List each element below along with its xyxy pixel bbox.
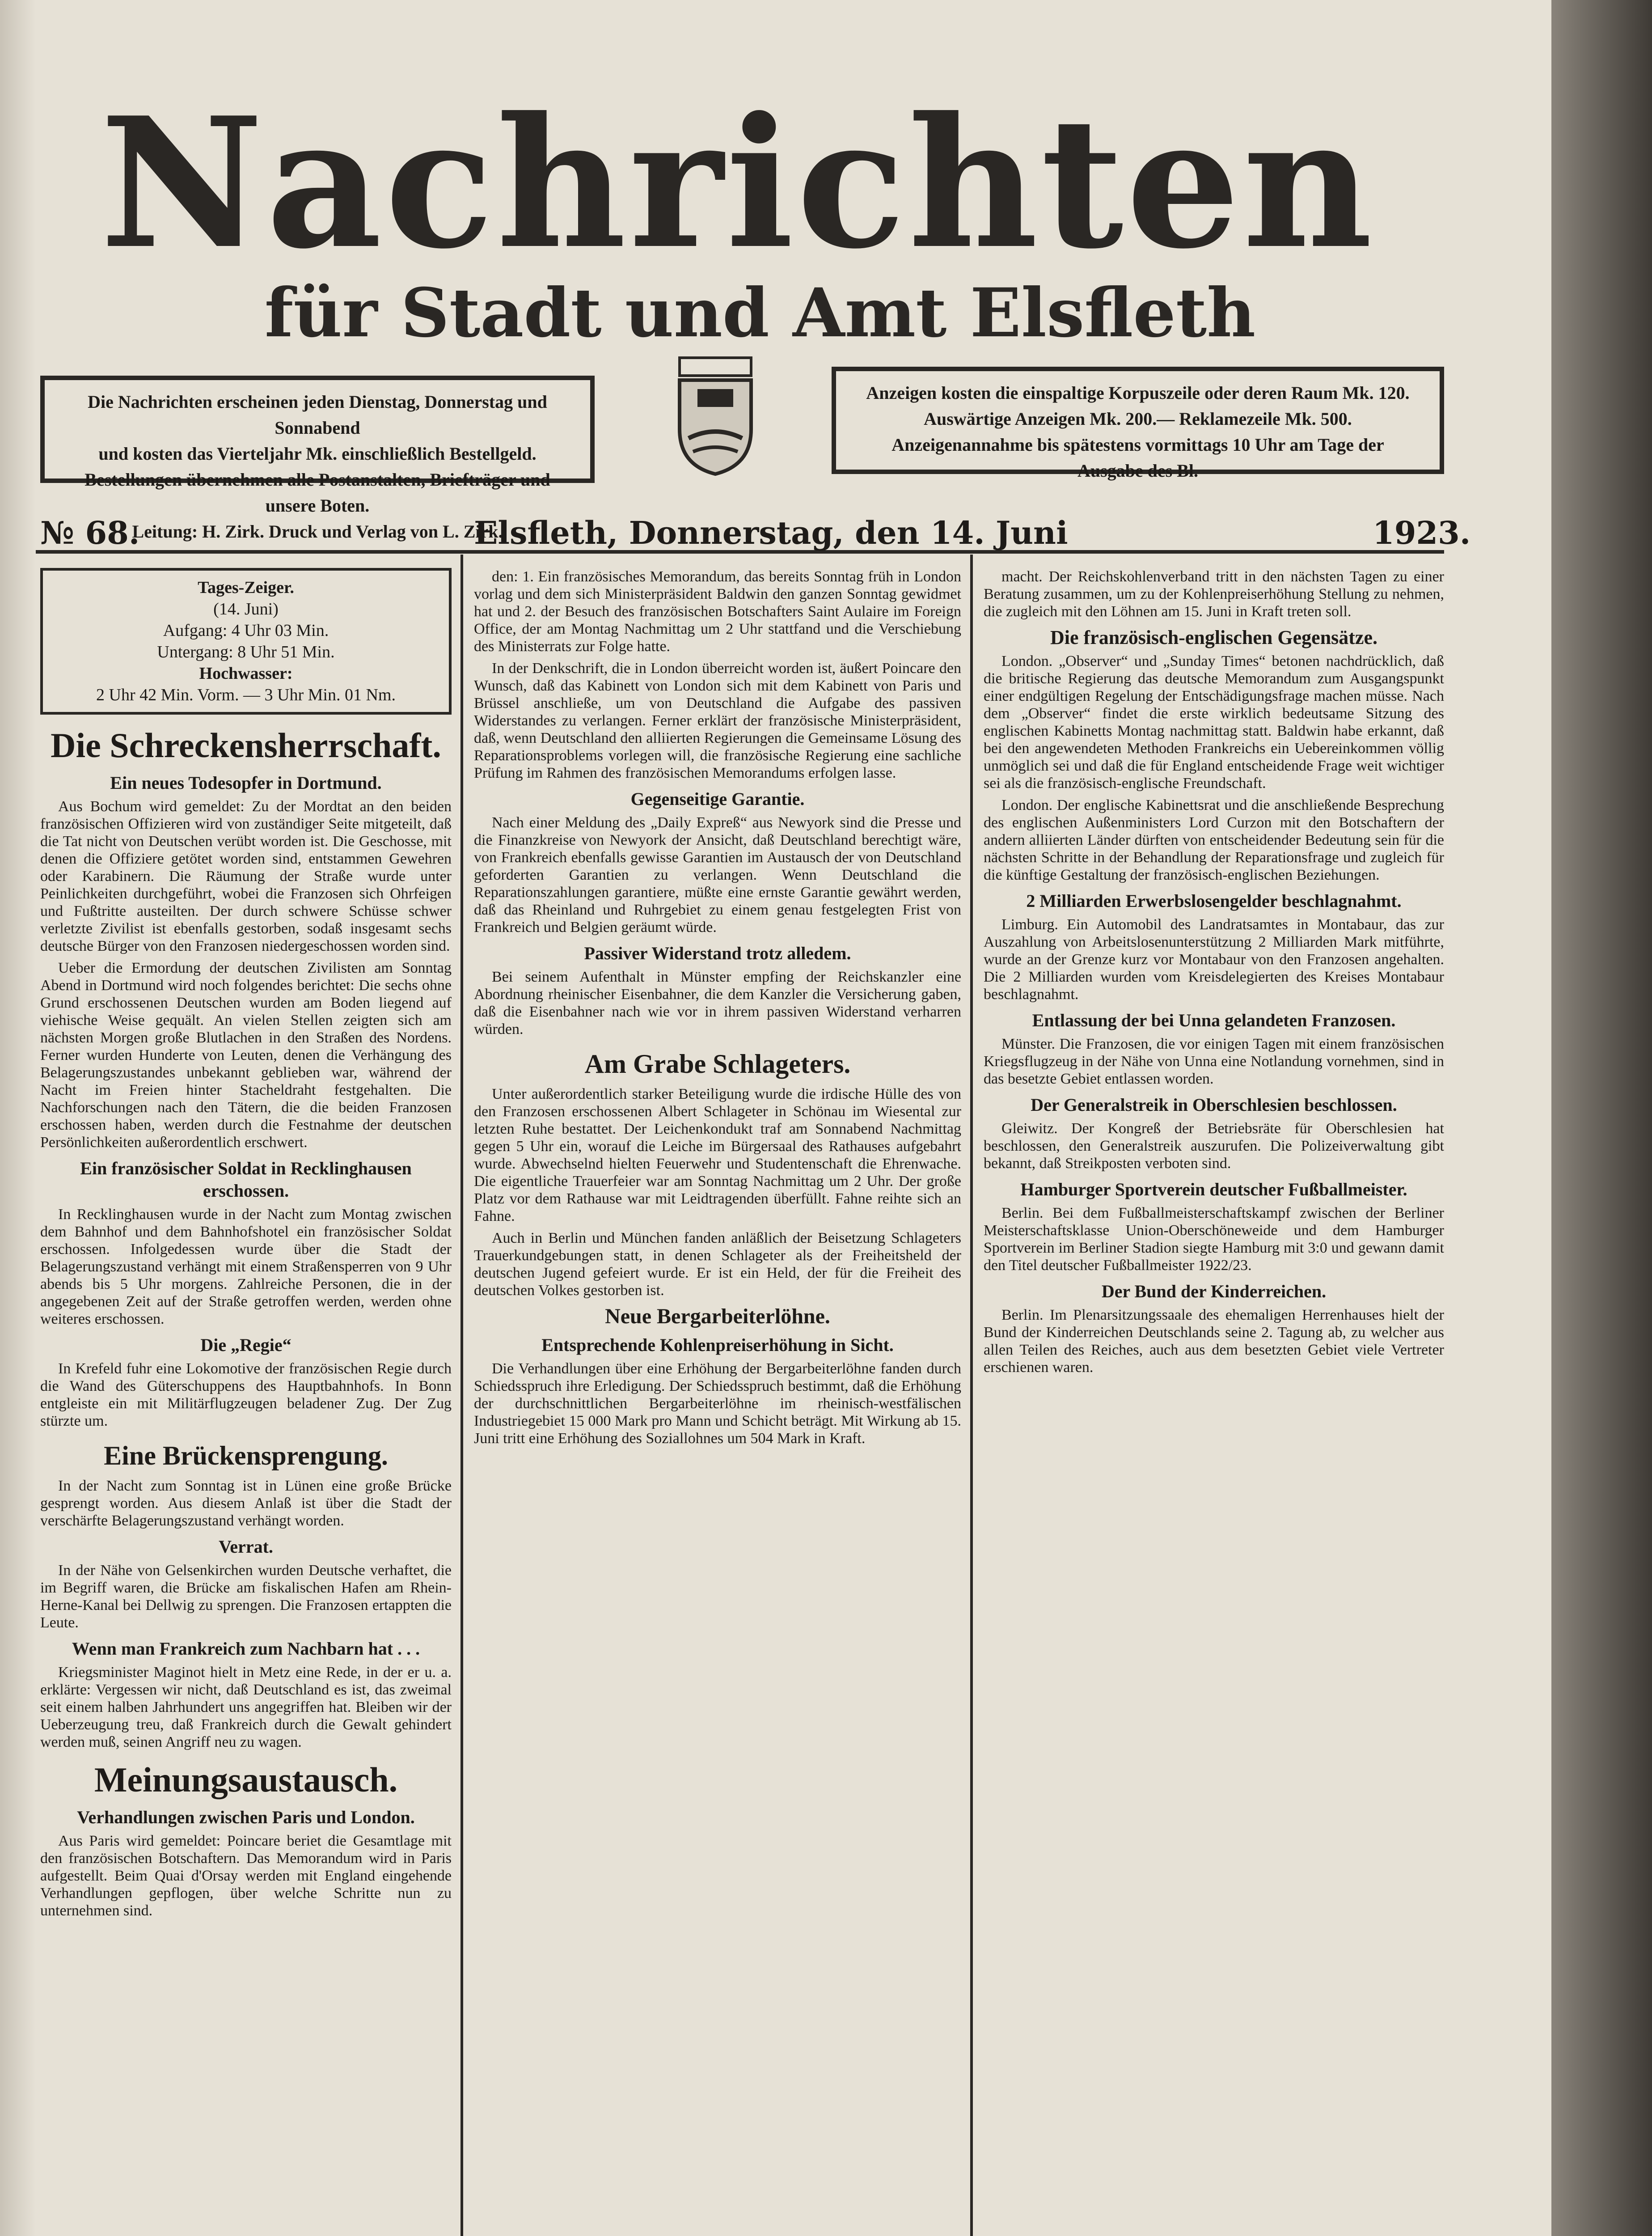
article-paragraph: Limburg. Ein Automobil des Landratsamtes in Montabaur, das zur Auszahlung von Arbeitslosenunterstützung 2 Milliarden Mark mitführte, wurde an der Grenze kurz vor Montabaur von den Franzosen angehalten. Die 2 Milliarden wurden vom Kreisdelegierten des Kreises Montabaur beschlagnahmt.	[984, 916, 1444, 1003]
headline: Am Grabe Schlageters.	[584, 1049, 851, 1079]
tageszeiger-box	[40, 568, 452, 715]
article-paragraph: Aus Paris wird gemeldet: Poincare beriet die Gesamtlage mit den französischen Botschaftern. Das Memorandum wird in Paris aufgestellt. Beim Quai d'Orsay werden mit England eingehende Verhandlungen gepflogen, über welche Schritte nun zu unternehmen sind.	[40, 1833, 452, 1919]
article-paragraph: In Recklinghausen wurde in der Nacht zum Montag zwischen dem Bahnhof und dem Bahnhofshotel ein französischer Soldat erschossen. Infolgedessen wurde über die Stadt der Belagerungszustand verhängt mit einem Straßensperren von 9 Uhr abends bis 5 Uhr morgens. Zahlreiche Personen, die in der angegebenen Zeit auf der Straße getroffen werden, werden ohne weiteres erschossen.	[40, 1206, 452, 1327]
subheadline: Passiver Widerstand trotz alledem.	[584, 943, 851, 963]
high-water-times: 2 Uhr 42 Min. Vorm. — 3 Uhr Min. 01 Nm.	[96, 686, 396, 704]
subheadline: Der Bund der Kinderreichen.	[1101, 1281, 1327, 1301]
headline: Die Schreckensherrschaft.	[51, 726, 441, 765]
article-paragraph: In der Denkschrift, die in London überreicht worden ist, äußert Poincare den Wunsch, daß das Kabinett von London sich mit dem Kabinett von Paris und Brüssel anschließe, um von Deutschland die Aufgabe des passiven Widerstandes zu verlangen. Ferner erklärt der französische Ministerpräsident, daß, wenn Deutschland den alliierten Regierungen die Gemeinsame Lösung des Reparationsproblems vorlegen will, die französische Regierung eine sachliche Prüfung im Rahmen des französischen Memorandums erfolgen lasse.	[474, 660, 961, 781]
column-2	[474, 568, 961, 1452]
masthead-title: Nachrichten	[100, 78, 1376, 288]
article-paragraph: In der Nähe von Gelsenkirchen wurden Deutsche verhaftet, die im Begriff waren, die Brücke am fiskalischen Hafen am Rhein-Herne-Kanal bei Dellwig zu sprengen. Die Franzosen ertappten die Leute.	[40, 1562, 452, 1631]
subscription-line: Leitung: H. Zirk. Druck und Verlag von L. Zirk.	[132, 521, 503, 542]
article-paragraph: Nach einer Meldung des „Daily Expreß“ aus Newyork sind die Presse und die Finanzkreise von Newyork der Ansicht, daß Deutschland berechtigt wäre, von Frankreich ebenfalls gewisse Garantien im Austausch der von Deutschland geforderten Garantien zu verlangen. Wenn Deutschland die Reparationszahlungen garantiere, müßte eine ernste Garantie gewährt werden, daß das Rheinland und Ruhrgebiet zu einem genau festgelegten Frist von Frankreich und Belgien geräumt würde.	[474, 814, 961, 936]
tageszeiger-title: Tages-Zeiger.	[198, 578, 294, 597]
headline: Eine Brückensprengung.	[104, 1441, 388, 1470]
subheadline: Hamburger Sportverein deutscher Fußballmeister.	[1020, 1179, 1407, 1199]
subheadline: Verhandlungen zwischen Paris und London.	[77, 1807, 415, 1827]
advertising-rates-box	[832, 367, 1444, 481]
subheadline: Die „Regie“	[200, 1335, 292, 1355]
subscription-line: und kosten das Vierteljahr Mk. einschließlich Bestellgeld.	[98, 444, 537, 464]
subheadline: Der Generalstreik in Oberschlesien beschlossen.	[1031, 1095, 1397, 1115]
article-paragraph: Gleiwitz. Der Kongreß der Betriebsräte für Oberschlesien hat beschlossen, den Generalstreik auszurufen. Die Polizeiverwaltung gibt bekannt, daß Streikposten verboten sind.	[984, 1120, 1444, 1172]
column-1	[40, 568, 452, 1924]
subheadline: Entlassung der bei Unna gelandeten Franzosen.	[1032, 1010, 1396, 1030]
issue-number: № 68.	[40, 514, 140, 551]
article-paragraph: Berlin. Im Plenarsitzungssaale des ehemaligen Herrenhauses hielt der Bund der Kinderreichen Deutschlands seine 2. Tagung ab, zu welcher aus allen Teilen des Reiches, auch aus dem besetzten Gebiet viele Vertreter erschienen waren.	[984, 1307, 1444, 1376]
subscription-line: Bestellungen übernehmen alle Postanstalten, Briefträger und unsere Boten.	[85, 470, 550, 516]
subheadline: Entsprechende Kohlenpreiserhöhung in Sicht.	[541, 1335, 894, 1355]
article-paragraph: Münster. Die Franzosen, die vor einigen Tagen mit einem französischen Kriegsflugzeug in der Nähe von Unna eine Notlandung vornehmen, sind in das besetzte Gebiet entlassen worden.	[984, 1036, 1444, 1087]
column-rule	[970, 555, 973, 2236]
subheadline: Verrat.	[219, 1537, 273, 1557]
column-rule	[461, 555, 463, 2236]
subheadline: Gegenseitige Garantie.	[630, 789, 805, 809]
subheadline: 2 Milliarden Erwerbslosengelder beschlagnahmt.	[1026, 891, 1402, 911]
rates-line: Auswärtige Anzeigen Mk. 200.— Reklamezeile Mk. 500.	[924, 409, 1352, 429]
subheadline: Neue Bergarbeiterlöhne.	[605, 1304, 830, 1328]
article-paragraph: Bei seinem Aufenthalt in Münster empfing der Reichskanzler eine Abordnung rheinischer Eisenbahner, die dem Kanzler die Versicherung gaben, daß die Eisenbahner nach wie vor in ihrem passiven Widerstand verharren würden.	[474, 969, 961, 1038]
subheadline: Ein französischer Soldat in Recklinghausen erschossen.	[80, 1158, 412, 1201]
high-water-title: Hochwasser:	[199, 664, 293, 683]
coat-of-arms-icon	[671, 353, 760, 479]
article-paragraph: Unter außerordentlich starker Beteiligung wurde die irdische Hülle des von den Franzosen erschossenen Albert Schlageter in Schönau im Wiesental zur letzten Ruhe bestattet. Der Leichenkondukt traf am Sonnabend Nachmittag gegen 5 Uhr ein, worauf die Leiche im Bürgersaal des Rathauses aufgebahrt wurde. Abwechselnd hielten Feuerwehr und Studentenschaft die Ehrenwache. Die eigentliche Trauerfeier war am Sonntag Nachmittag um 2 Uhr. Der große Platz vor dem Rathause war mit Leidtragenden überfüllt. Fahne reihte sich an Fahne.	[474, 1086, 961, 1224]
article-paragraph: Ueber die Ermordung der deutschen Zivilisten am Sonntag Abend in Dortmund wird noch folgendes berichtet: Die sechs ohne Grund erschossenen Deutschen wurden am Boden liegend auf viehische Weise gequält. An vielen Stellen zeigten sich am nächsten Morgen große Blutlachen in den Straßen des Nordens. Ferner wurden Hunderte von Leuten, denen die Verhängung des Belagerungszustandes unbekannt geblieben war, während der Nacht im Freien hinter Stacheldraht festgehalten. Die Nachforschungen nach den Tätern, die die beiden Franzosen erschossen haben, werden durch die Festnahme der deutschen Persönlichkeiten außerordentlich erschwert.	[40, 960, 452, 1151]
article-paragraph: Auch in Berlin und München fanden anläßlich der Beisetzung Schlageters Trauerkundgebungen statt, in denen Schlageter als der Freiheitsheld der deutschen Jugend gefeiert wurde. Er ist ein Held, der für die Freiheit des deutschen Volkes gestorben ist.	[474, 1230, 961, 1299]
article-paragraph: In Krefeld fuhr eine Lokomotive der französischen Regie durch die Wand des Güterschuppens des Hauptbahnhofs. In Bonn entgleiste ein mit Militärflugzeugen beladener Zug. Der Zug stürzte um.	[40, 1360, 452, 1429]
page-fold-shadow	[0, 0, 36, 2236]
issue-year: 1923.	[1373, 514, 1471, 551]
subheadline: Ein neues Todesopfer in Dortmund.	[110, 773, 382, 793]
scanner-background-edge	[1551, 0, 1652, 2236]
article-paragraph: den: 1. Ein französisches Memorandum, das bereits Sonntag früh in London vorlag und dem sich Ministerpräsident Baldwin den ganzen Sonntag gewidmet hat und 2. der Besuch des französischen Botschafters Saint Aulaire im Foreign Office, der am Montag Nachmittag um 2 Uhr stattfand und die Verschiebung des Ministerrats zur Folge hatte.	[474, 568, 961, 655]
dateline	[36, 510, 1471, 554]
place-date: Elsfleth, Donnerstag, den 14. Juni	[474, 514, 1068, 551]
subheadline: Wenn man Frankreich zum Nachbarn hat . . .	[72, 1639, 420, 1659]
article-paragraph: Die Verhandlungen über eine Erhöhung der Bergarbeiterlöhne fanden durch Schiedsspruch ihre Erledigung. Der Schiedsspruch bestimmt, daß die Erhöhung der durchschnittlichen Bergarbeiterlöhne im rheinisch-westfälischen Industriegebiet 15 000 Mark pro Mann und Schicht beträgt. Mit Wirkung ab 15. Juni tritt eine Erhöhung des Soziallohnes um 504 Mark in Kraft.	[474, 1360, 961, 1447]
article-paragraph: London. Der englische Kabinettsrat und die anschließende Besprechung des englischen Außenministers Lord Curzon mit den Botschaftern der andern alliierten Länder dürften von entscheidender Bedeutung sein für die nächsten Schritte in der Behandlung der Reparationsfrage und zugleich für die künftige Gestaltung der französisch-englischen Beziehungen.	[984, 797, 1444, 883]
article-paragraph: Berlin. Bei dem Fußballmeisterschaftskampf zwischen der Berliner Meisterschaftsklasse Union-Oberschöneweide und dem Hamburger Sportverein im Berliner Stadion siegte Hamburg mit 3:0 und gewann damit den Titel deutscher Fußballmeister 1922/23.	[984, 1205, 1444, 1274]
article-paragraph: Aus Bochum wird gemeldet: Zu der Mordtat an den beiden französischen Offizieren wird von zuständiger Seite mitgeteilt, daß die Tat nicht von Deutschen verübt worden ist. Die Geschosse, mit denen die Offiziere getötet worden sind, entstammen Gewehren oder Karabinern. Die Räumung der Straße wurde unter Peinlichkeiten durchgeführt, wobei die Franzosen sich Ohrfeigen und Fußtritte austeilten. Der durch schwere Schüsse schwer verletzte Zivilist ist ebenfalls gestorben, sodaß insgesamt sechs deutsche Bürger von den Franzosen niedergeschossen worden sind.	[40, 798, 452, 954]
subheadline: Die französisch-englischen Gegensätze.	[1050, 627, 1377, 648]
rates-line: Anzeigenannahme bis spätestens vormittags 10 Uhr am Tage der	[891, 435, 1384, 455]
article-paragraph: In der Nacht zum Sonntag ist in Lünen eine große Brücke gesprengt worden. Aus diesem Anlaß ist über die Stadt der verschärfte Belagerungszustand verhängt worden.	[40, 1478, 452, 1529]
article-paragraph: macht. Der Reichskohlenverband tritt in den nächsten Tagen zu einer Beratung zusammen, um zu der Kohlenpreiserhöhung Stellung zu nehmen, die zugleich mit den Löhnen am 15. Juni in Kraft treten soll.	[984, 568, 1444, 620]
headline: Meinungsaustausch.	[94, 1760, 398, 1799]
rates-line: Anzeigen kosten die einspaltige Korpuszeile oder deren Raum Mk. 120.	[866, 383, 1410, 403]
sunrise-time: Aufgang: 4 Uhr 03 Min.	[163, 621, 329, 640]
subscription-line: Die Nachrichten erscheinen jeden Dienstag, Donnerstag und Sonnabend	[88, 392, 547, 438]
column-3	[984, 568, 1444, 1381]
masthead-subtitle: für Stadt und Amt Elsfleth	[264, 274, 1256, 352]
tageszeiger-date: (14. Juni)	[213, 600, 279, 618]
article-paragraph: Kriegsminister Maginot hielt in Metz eine Rede, in der er u. a. erklärte: Vergessen wir nicht, daß Deutschland es ist, das zweimal seit einem halben Jahrhundert uns angegriffen hat. Bleiben wir der Ueberzeugung treu, daß Frankreich durch die Gewalt gehindert werden muß, seinen Angriff neu zu wagen.	[40, 1664, 452, 1750]
sunset-time: Untergang: 8 Uhr 51 Min.	[157, 643, 335, 661]
article-paragraph: London. „Observer“ und „Sunday Times“ betonen nachdrücklich, daß die britische Regierung das deutsche Memorandum zum Ausgangspunkt einer endgültigen Regelung der Entschädigungsfrage machen müsse. Nach dem „Observer“ findet die erste wirklich bedeutsame Sitzung des englischen Kabinetts Montag nachmittag statt. Baldwin habe erkannt, daß bei den angewendeten Methoden Frankreichs ein Uebereinkommen völlig unmöglich sei und daß die für England entscheidende Frage weit wichtiger sei als die französisch-englische Freundschaft.	[984, 653, 1444, 792]
rates-line: Ausgabe des Bl.	[1077, 461, 1199, 481]
